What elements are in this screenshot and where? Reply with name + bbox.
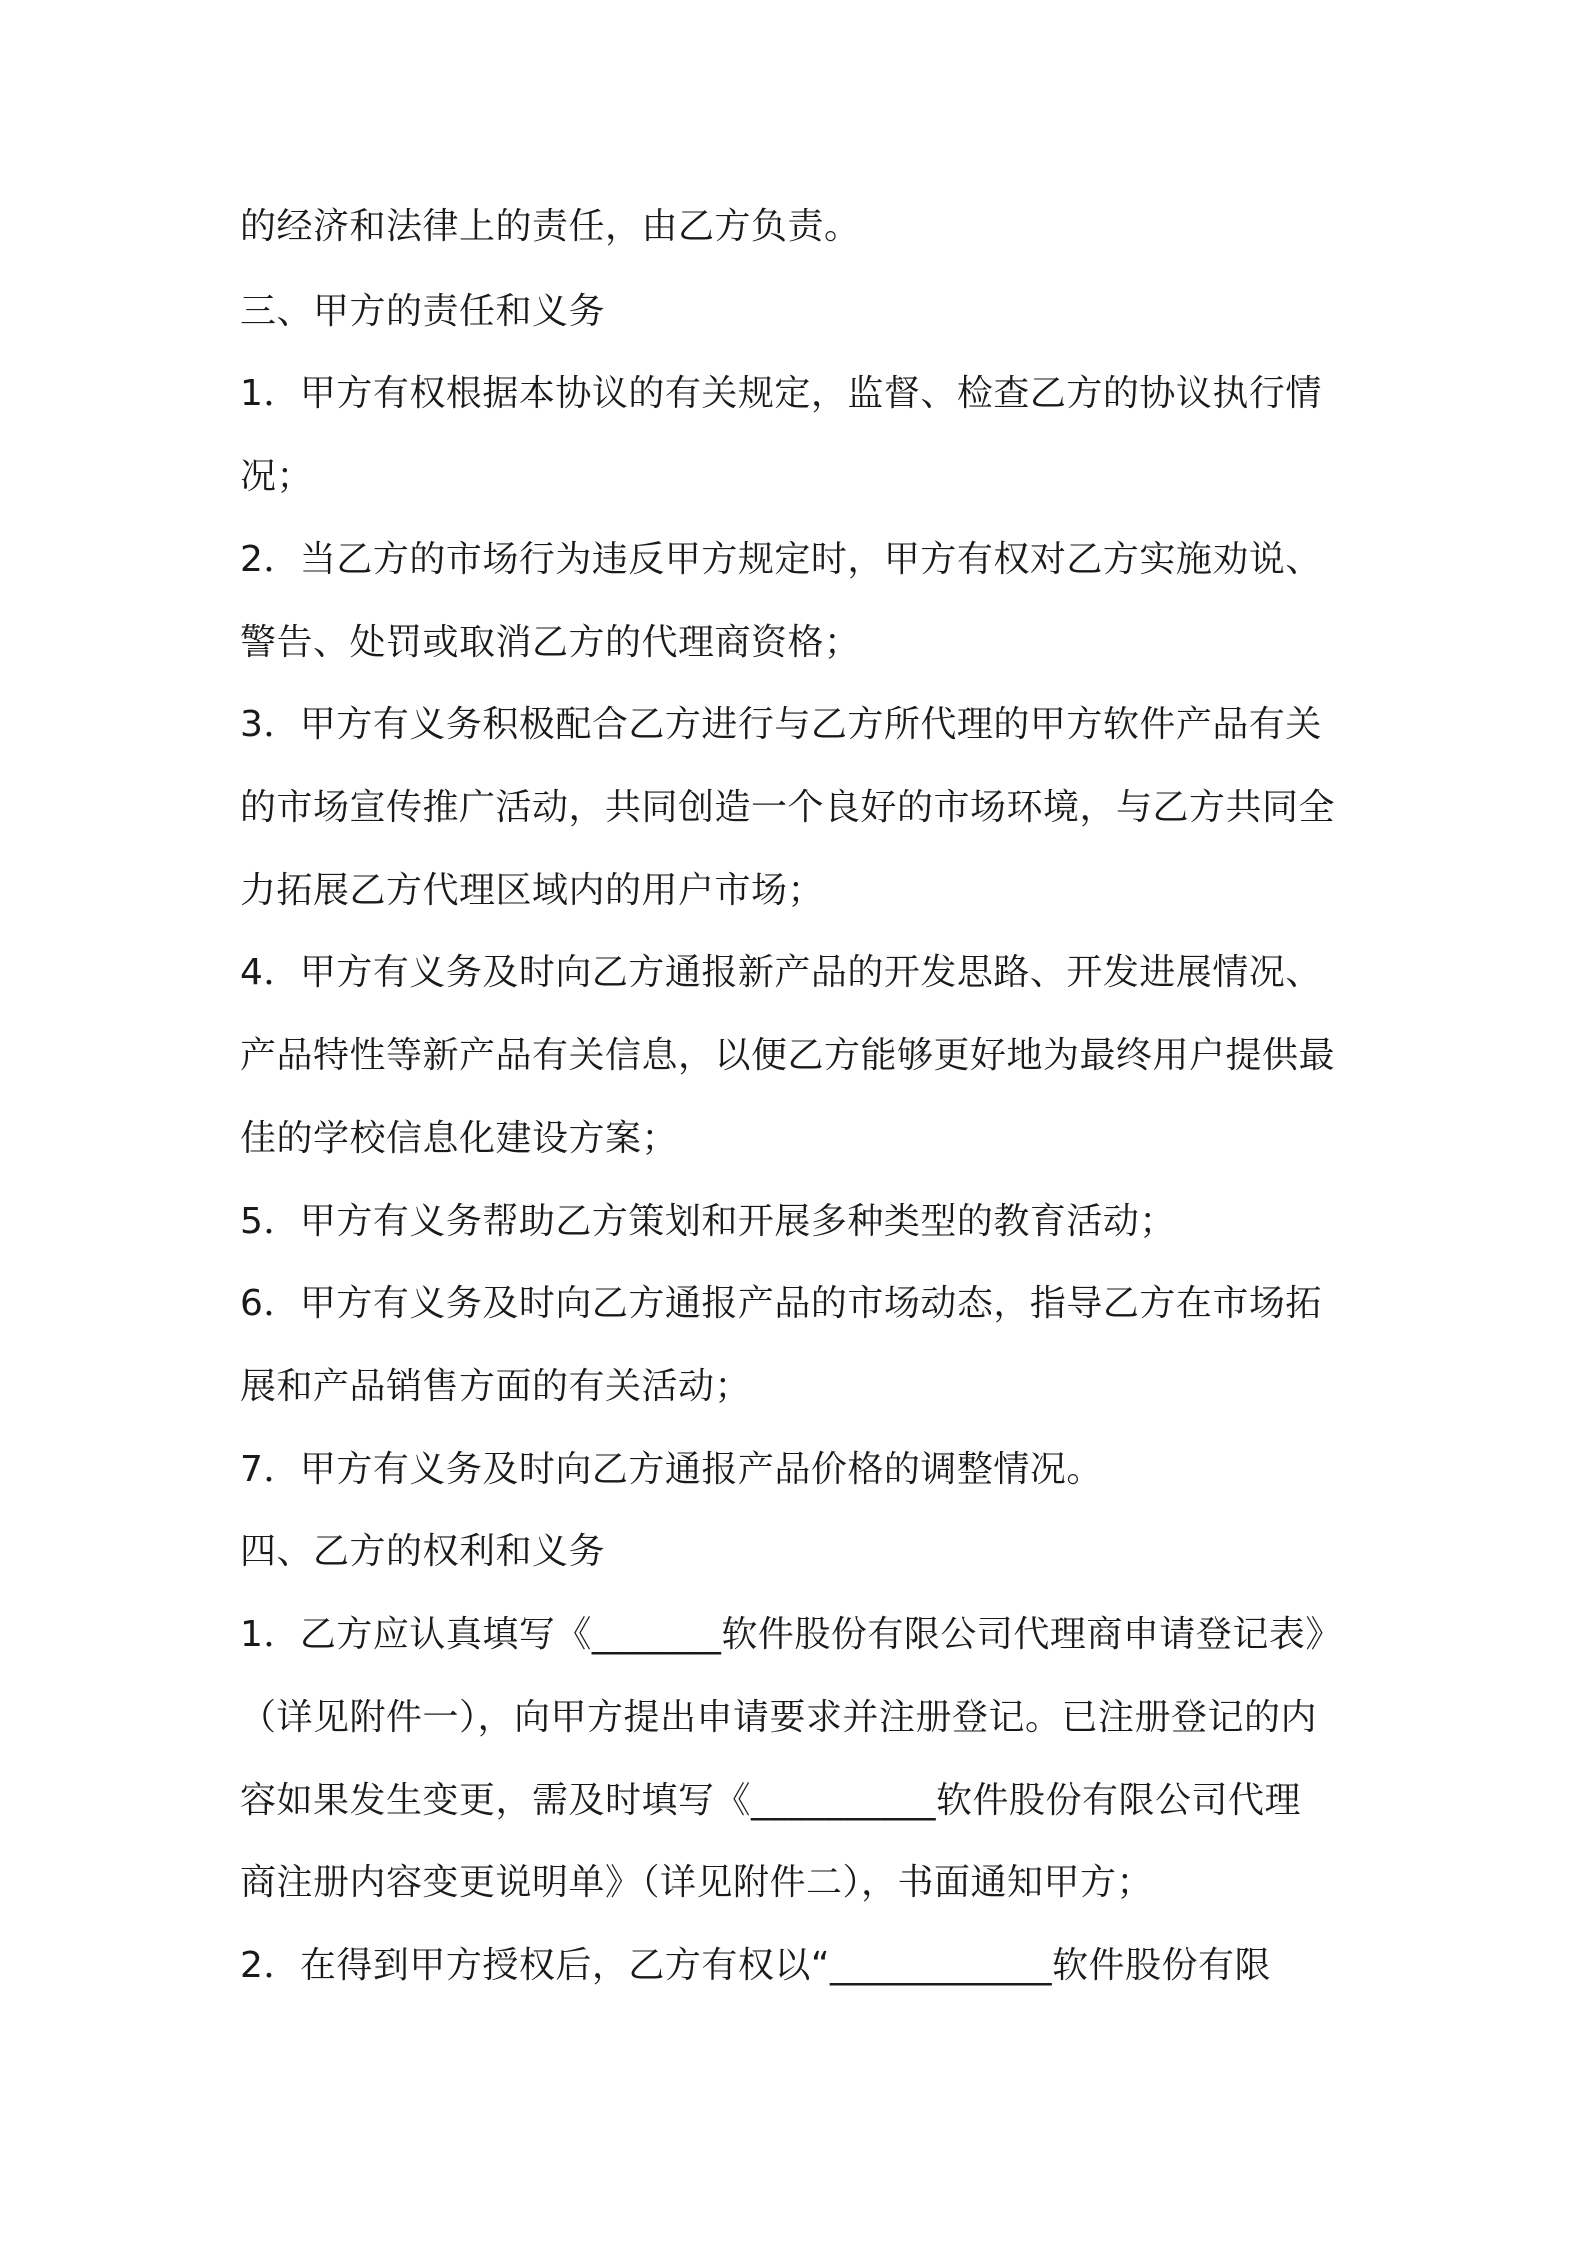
text-line: 的经济和法律上的责任，由乙方负责。 [240,206,861,247]
section-heading: 三、甲方的责任和义务 [240,291,606,332]
text-line: 商注册内容变更说明单》（详见附件二），书面通知甲方； [240,1862,1154,1903]
text-line: 况； [240,456,314,497]
text-line: 6．甲方有义务及时向乙方通报产品的市场动态，指导乙方在市场拓 [240,1283,1322,1324]
text-line: 容如果发生变更，需及时填写《__________软件股份有限公司代理 [240,1780,1302,1821]
text-line: 产品特性等新产品有关信息，以便乙方能够更好地为最终用户提供最 [240,1035,1336,1076]
text-line: 7．甲方有义务及时向乙方通报产品价格的调整情况。 [240,1449,1103,1490]
text-line: 2．当乙方的市场行为违反甲方规定时，甲方有权对乙方实施劝说、 [240,539,1322,580]
text-line: 5．甲方有义务帮助乙方策划和开展多种类型的教育活动； [240,1201,1176,1242]
section-heading: 四、乙方的权利和义务 [240,1531,606,1572]
text-line: 2．在得到甲方授权后，乙方有权以“____________软件股份有限 [240,1945,1272,1986]
text-line: 4．甲方有义务及时向乙方通报新产品的开发思路、开发进展情况、 [240,952,1322,993]
text-line: 佳的学校信息化建设方案； [240,1118,679,1159]
text-line: 的市场宣传推广活动，共同创造一个良好的市场环境，与乙方共同全 [240,787,1336,828]
text-line: 力拓展乙方代理区域内的用户市场； [240,870,825,911]
text-line: 警告、处罚或取消乙方的代理商资格； [240,622,861,663]
text-line: 3．甲方有义务积极配合乙方进行与乙方所代理的甲方软件产品有关 [240,704,1322,745]
text-line: （详见附件一），向甲方提出申请要求并注册登记。已注册登记的内 [240,1697,1318,1738]
text-line: 1．乙方应认真填写《_______软件股份有限公司代理商申请登记表》 [240,1614,1342,1655]
text-line: 1．甲方有权根据本协议的有关规定，监督、检查乙方的协议执行情 [240,373,1322,414]
text-line: 展和产品销售方面的有关活动； [240,1366,752,1407]
